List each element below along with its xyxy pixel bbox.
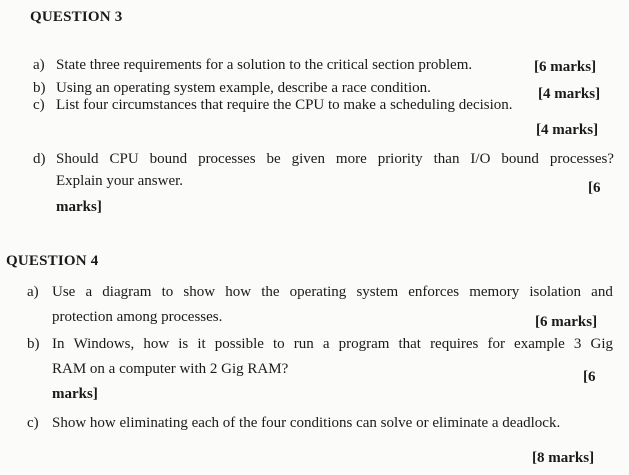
word: to [273,336,285,352]
q4a-letter: a) [27,284,39,300]
word: more [335,151,367,167]
q3d-marks-part1: [6 [588,180,601,196]
word: operating [289,284,347,300]
word: program [338,336,390,352]
word: bound [501,151,539,167]
word: a [322,336,330,352]
word: the [261,284,280,300]
word: to [161,284,174,300]
word: Should [56,151,99,167]
word: possible [214,336,264,352]
word: system [356,284,399,300]
word: be [266,151,281,167]
word: isolation [529,284,582,300]
word: a [85,284,93,300]
q3c-text: List four circumstances that require the CPU to make a scheduling decision. [56,97,513,113]
word: I/O [470,151,491,167]
q3b-text: Using an operating system example, describe a race condition. [56,80,431,96]
word: and [591,284,613,300]
q3d-line2: Explain your answer. [56,173,184,189]
word: enforces [408,284,460,300]
q3d-letter: d) [33,151,46,167]
q3c-letter: c) [33,97,45,113]
q3b-letter: b) [33,80,46,96]
word: show [183,284,216,300]
word: how [225,284,252,300]
word: priority [377,151,423,167]
word: it [197,336,206,352]
word: is [178,336,189,352]
word: 3 [573,336,582,352]
word: given [291,151,325,167]
q4b-marks-part1: [6 [583,369,596,385]
q3d-line1 [56,151,614,168]
q4a-marks: [6 marks] [535,314,598,330]
word: example [514,336,565,352]
word: processes [198,151,256,167]
q4c-marks: [8 marks] [532,450,595,466]
q3b-marks: [4 marks] [538,86,601,102]
word: Use [52,284,76,300]
q3a-letter: a) [33,57,45,73]
word: In [52,336,65,352]
q3a-marks: [6 marks] [534,59,597,75]
question-3-heading: QUESTION 3 [30,9,123,25]
q3c-marks: [4 marks] [536,122,599,138]
q4a-line1 [52,284,613,301]
word: bound [149,151,188,167]
word: Windows, [73,336,135,352]
q4b-marks-part2: marks] [52,386,98,402]
word: Gig [590,336,613,352]
q4b-line1 [52,336,613,353]
word: requires [430,336,479,352]
word: diagram [102,284,152,300]
word: memory [469,284,520,300]
word: than [433,151,460,167]
q4a-line2: protection among processes. [52,309,223,325]
q4b-line2: RAM on a computer with 2 Gig RAM? [52,361,289,377]
q4b-letter: b) [27,336,40,352]
q3a-text: State three requirements for a solution to the critical section problem. [56,57,473,73]
word: run [293,336,314,352]
word: how [143,336,170,352]
question-4-heading: QUESTION 4 [6,253,99,269]
q3d-marks-part2: marks] [56,199,102,215]
word: that [398,336,421,352]
word: for [487,336,505,352]
q4c-text: Show how eliminating each of the four conditions can solve or eliminate a deadlock. [52,415,561,431]
q4c-letter: c) [27,415,39,431]
word: CPU [109,151,139,167]
word: processes? [549,151,614,167]
